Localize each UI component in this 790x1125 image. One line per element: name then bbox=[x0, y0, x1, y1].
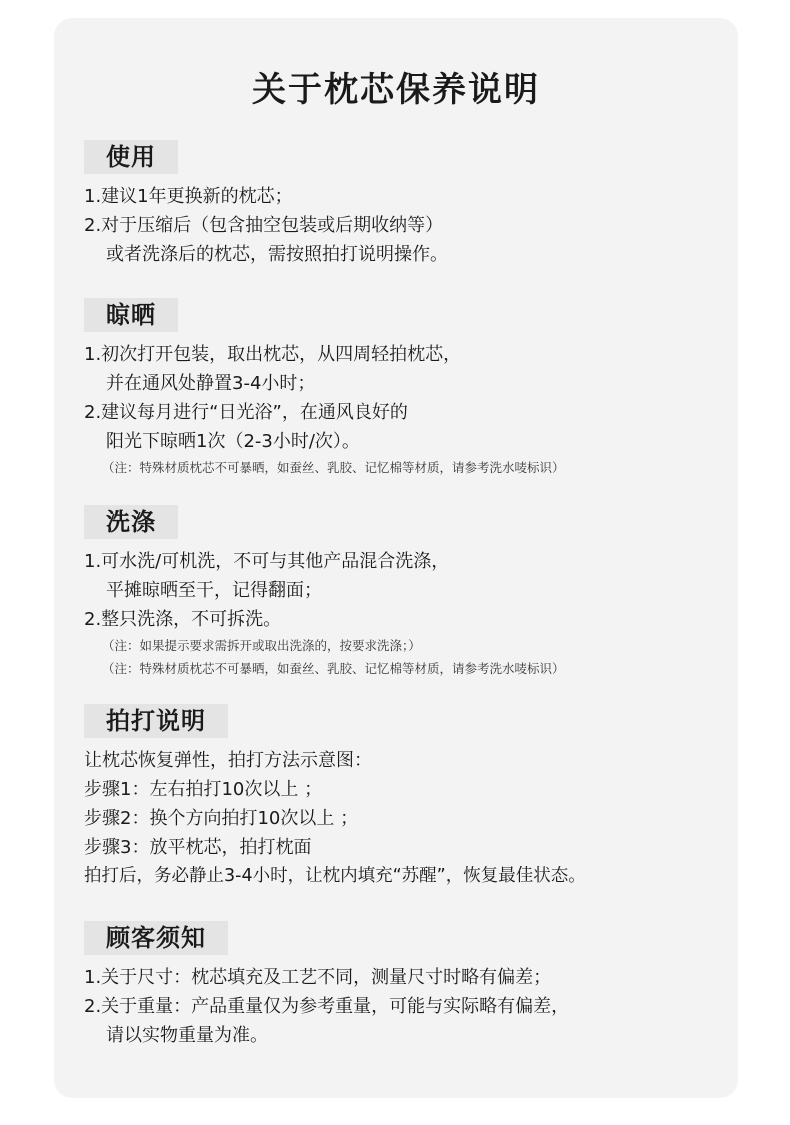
section-heading: 顾客须知 bbox=[84, 921, 228, 955]
text-line: 2.关于重量：产品重量仅为参考重量，可能与实际略有偏差， bbox=[84, 996, 570, 1017]
text-line: 2.整只洗涤，不可拆洗。 bbox=[84, 609, 282, 630]
text-line: 1.关于尺寸：枕芯填充及工艺不同，测量尺寸时略有偏差； bbox=[84, 967, 552, 988]
section-heading: 晾晒 bbox=[84, 298, 178, 332]
text-line: 步骤2：换个方向拍打10次以上 ； bbox=[84, 808, 359, 829]
text-line: 2.建议每月进行“日光浴”，在通风良好的 bbox=[84, 402, 408, 423]
note-text: （注：特殊材质枕芯不可暴晒，如蚕丝、乳胶、记忆棉等材质，请参考洗水唛标识） bbox=[102, 661, 565, 676]
text-line: 请以实物重量为准。 bbox=[106, 1025, 268, 1046]
text-line: 步骤1：左右拍打10次以上 ； bbox=[84, 779, 323, 800]
text-line: 并在通风处静置3-4小时； bbox=[106, 373, 316, 394]
section-heading: 洗涤 bbox=[84, 505, 178, 539]
section-usage bbox=[84, 140, 724, 269]
text-line: 1.初次打开包装，取出枕芯，从四周轻拍枕芯， bbox=[84, 344, 462, 365]
section-washing bbox=[84, 505, 724, 680]
text-line: 2.对于压缩后（包含抽空包装或后期收纳等） bbox=[84, 215, 444, 236]
text-line: 让枕芯恢复弹性，拍打方法示意图： bbox=[84, 750, 372, 771]
section-customer-notice bbox=[84, 921, 724, 1050]
section-patting bbox=[84, 704, 724, 891]
note-text: （注：特殊材质枕芯不可暴晒，如蚕丝、乳胶、记忆棉等材质，请参考洗水唛标识） bbox=[102, 460, 565, 475]
text-line: 拍打后，务必静止3-4小时，让枕内填充“苏醒”，恢复最佳状态。 bbox=[84, 866, 586, 886]
section-drying bbox=[84, 298, 724, 479]
text-line: 1.可水洗/可机洗，不可与其他产品混合洗涤， bbox=[84, 551, 450, 572]
note-text: （注：如果提示要求需拆开或取出洗涤的，按要求洗涤；） bbox=[102, 638, 421, 653]
text-line: 阳光下晾晒1次（2-3小时/次）。 bbox=[106, 431, 360, 452]
text-line: 平摊晾晒至干，记得翻面； bbox=[106, 580, 322, 601]
text-line: 步骤3：放平枕芯，拍打枕面 bbox=[84, 837, 312, 858]
text-line: 或者洗涤后的枕芯，需按照拍打说明操作。 bbox=[106, 244, 448, 265]
text-line: 1.建议1年更换新的枕芯； bbox=[84, 186, 293, 207]
section-heading: 使用 bbox=[84, 140, 178, 174]
page-title: 关于枕芯保养说明 bbox=[252, 70, 540, 110]
section-heading: 拍打说明 bbox=[84, 704, 228, 738]
content-card bbox=[54, 18, 738, 1098]
